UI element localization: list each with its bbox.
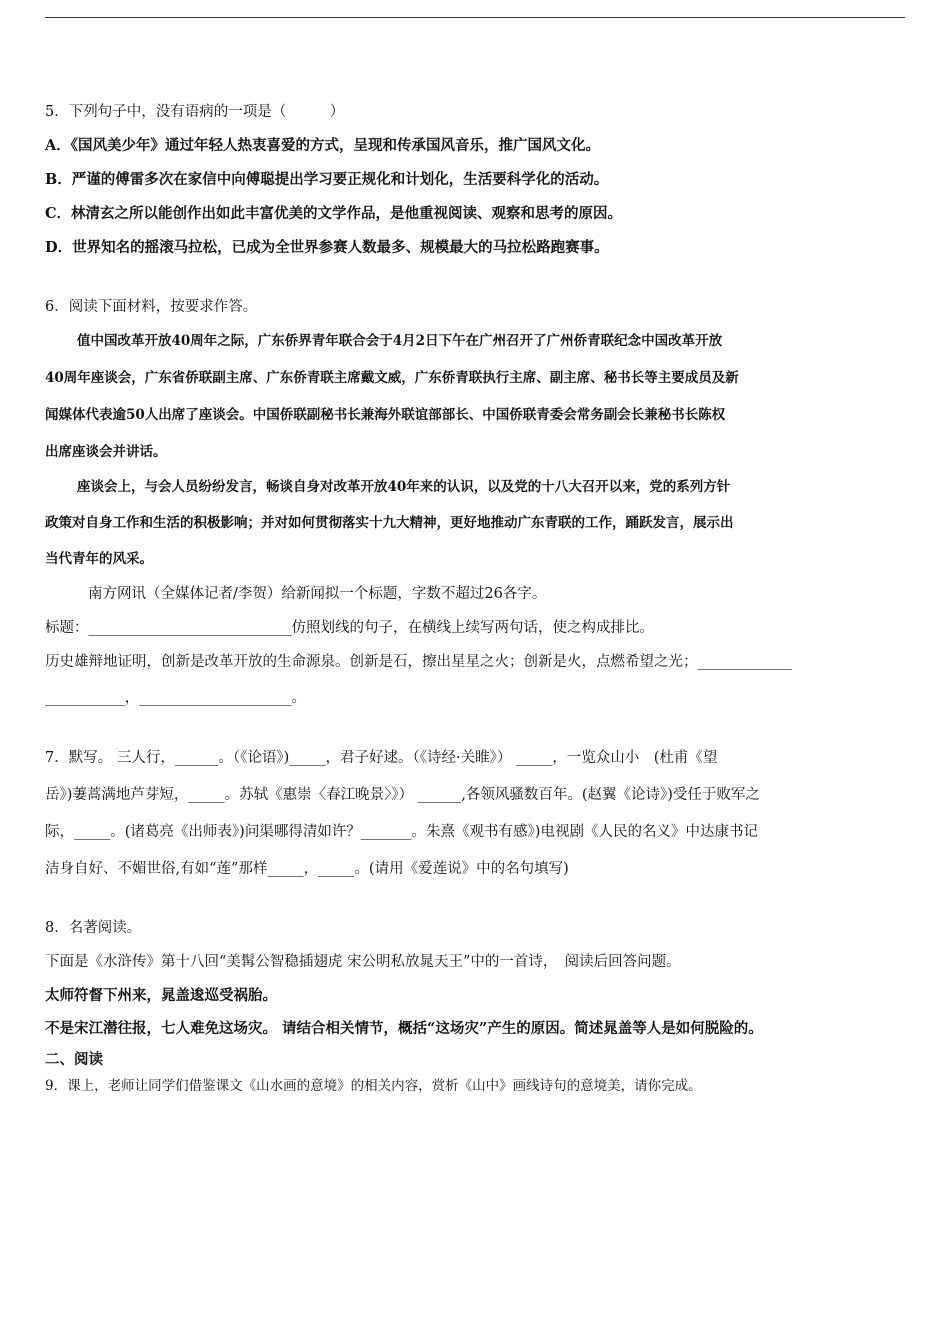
q6-title-line: 标题：____________________________仿照划线的句子，在横线上续写两句话，使之构成排比。 [45, 620, 654, 636]
q6-source: 南方网讯（全媒体记者/李贺）给新闻拟一个标题，字数不超过26各字。 [88, 586, 547, 602]
q6-para2-line3: 当代青年的风采。 [45, 551, 153, 567]
q5-option-b: B．严谨的傅雷多次在家信中向傅聪提出学习要正规化和计划化，生活要科学化的活动。 [45, 171, 609, 188]
q6-para2-line1: 座谈会上，与会人员纷纷发言，畅谈自身对改革开放40年来的认识，以及党的十八大召开以来，党的系列方针 [77, 479, 731, 495]
q7-line2: 岳》)萋蒿满地芦芽短，_____。苏轼《惠崇〈春江晚景〉》） ______,各领风骚数百年。(赵翼《论诗》)受任于败军之 [45, 787, 760, 803]
q5-stem: 5．下列句子中，没有语病的一项是（ ） [45, 104, 345, 120]
q8-poem-line2-question: 不是宋江潜往报，七人难免这场灾。 请结合相关情节，概括“这场灾”产生的原因。简述晁盖等人是如何脱险的。 [45, 1020, 763, 1037]
section-heading-reading: 二、阅读 [45, 1051, 103, 1068]
q8-poem-line1: 太师符督下州来，晁盖逡巡受祸胎。 [45, 987, 277, 1004]
q6-para1-line1: 值中国改革开放40周年之际，广东侨界青年联合会于4月2日下午在广州召开了广州侨青联纪念中国改革开放 [77, 333, 723, 349]
q9-stem: 9．课上，老师让同学们借鉴课文《山水画的意境》的相关内容，赏析《山中》画线诗句的意境美，请你完成。 [45, 1078, 702, 1094]
q7-line1: 7．默写。 三人行，______。（《论语》)_____，君子好逑。（《诗经·关睢》） _____，一览众山小 (杜甫《望 [45, 750, 718, 766]
q6-stem: 6．阅读下面材料，按要求作答。 [45, 299, 258, 315]
q6-para1-line4: 出席座谈会并讲话。 [45, 444, 167, 460]
q7-line4: 洁身自好、不媚世俗,有如“莲”那样_____，_____。(请用《爱莲说》中的名句填写) [45, 861, 569, 877]
q8-intro: 下面是《水浒传》第十八回“美髯公智稳插翅虎 宋公明私放晁天王”中的一首诗， 阅读后回答问题。 [45, 954, 681, 970]
q7-line3: 际，_____。(诸葛亮《出师表》)问渠哪得清如许？_______。朱熹《观书有感》)电视剧《人民的名义》中达康书记 [45, 824, 758, 840]
q6-history-line: 历史雄辩地证明，创新是改革开放的生命源泉。创新是石，擦出星星之火；创新是火，点燃希望之光；_____________ [45, 654, 792, 670]
q5-option-d: D．世界知名的摇滚马拉松，已成为全世界参赛人数最多、规模最大的马拉松路跑赛事。 [45, 239, 609, 256]
q6-para1-line3: 闻媒体代表逾50人出席了座谈会。中国侨联副秘书长兼海外联谊部部长、中国侨联青委会常务副会长兼秘书长陈权 [45, 407, 726, 423]
q5-option-a: A．《国风美少年》通过年轻人热衷喜爱的方式，呈现和传承国风音乐，推广国风文化。 [45, 137, 600, 154]
q6-blank-line: ___________，_____________________。 [45, 690, 306, 706]
q5-option-c: C．林清玄之所以能创作出如此丰富优美的文学作品，是他重视阅读、观察和思考的原因。 [45, 205, 623, 222]
q8-stem: 8．名著阅读。 [45, 920, 142, 936]
header-rule [45, 17, 905, 18]
q6-para2-line2: 政策对自身工作和生活的积极影响；并对如何贯彻落实十九大精神，更好地推动广东青联的工作，踊跃发言，展示出 [45, 515, 734, 531]
q6-para1-line2: 40周年座谈会，广东省侨联副主席、广东侨青联主席戴文威，广东侨青联执行主席、副主席、秘书长等主要成员及新 [45, 370, 739, 386]
